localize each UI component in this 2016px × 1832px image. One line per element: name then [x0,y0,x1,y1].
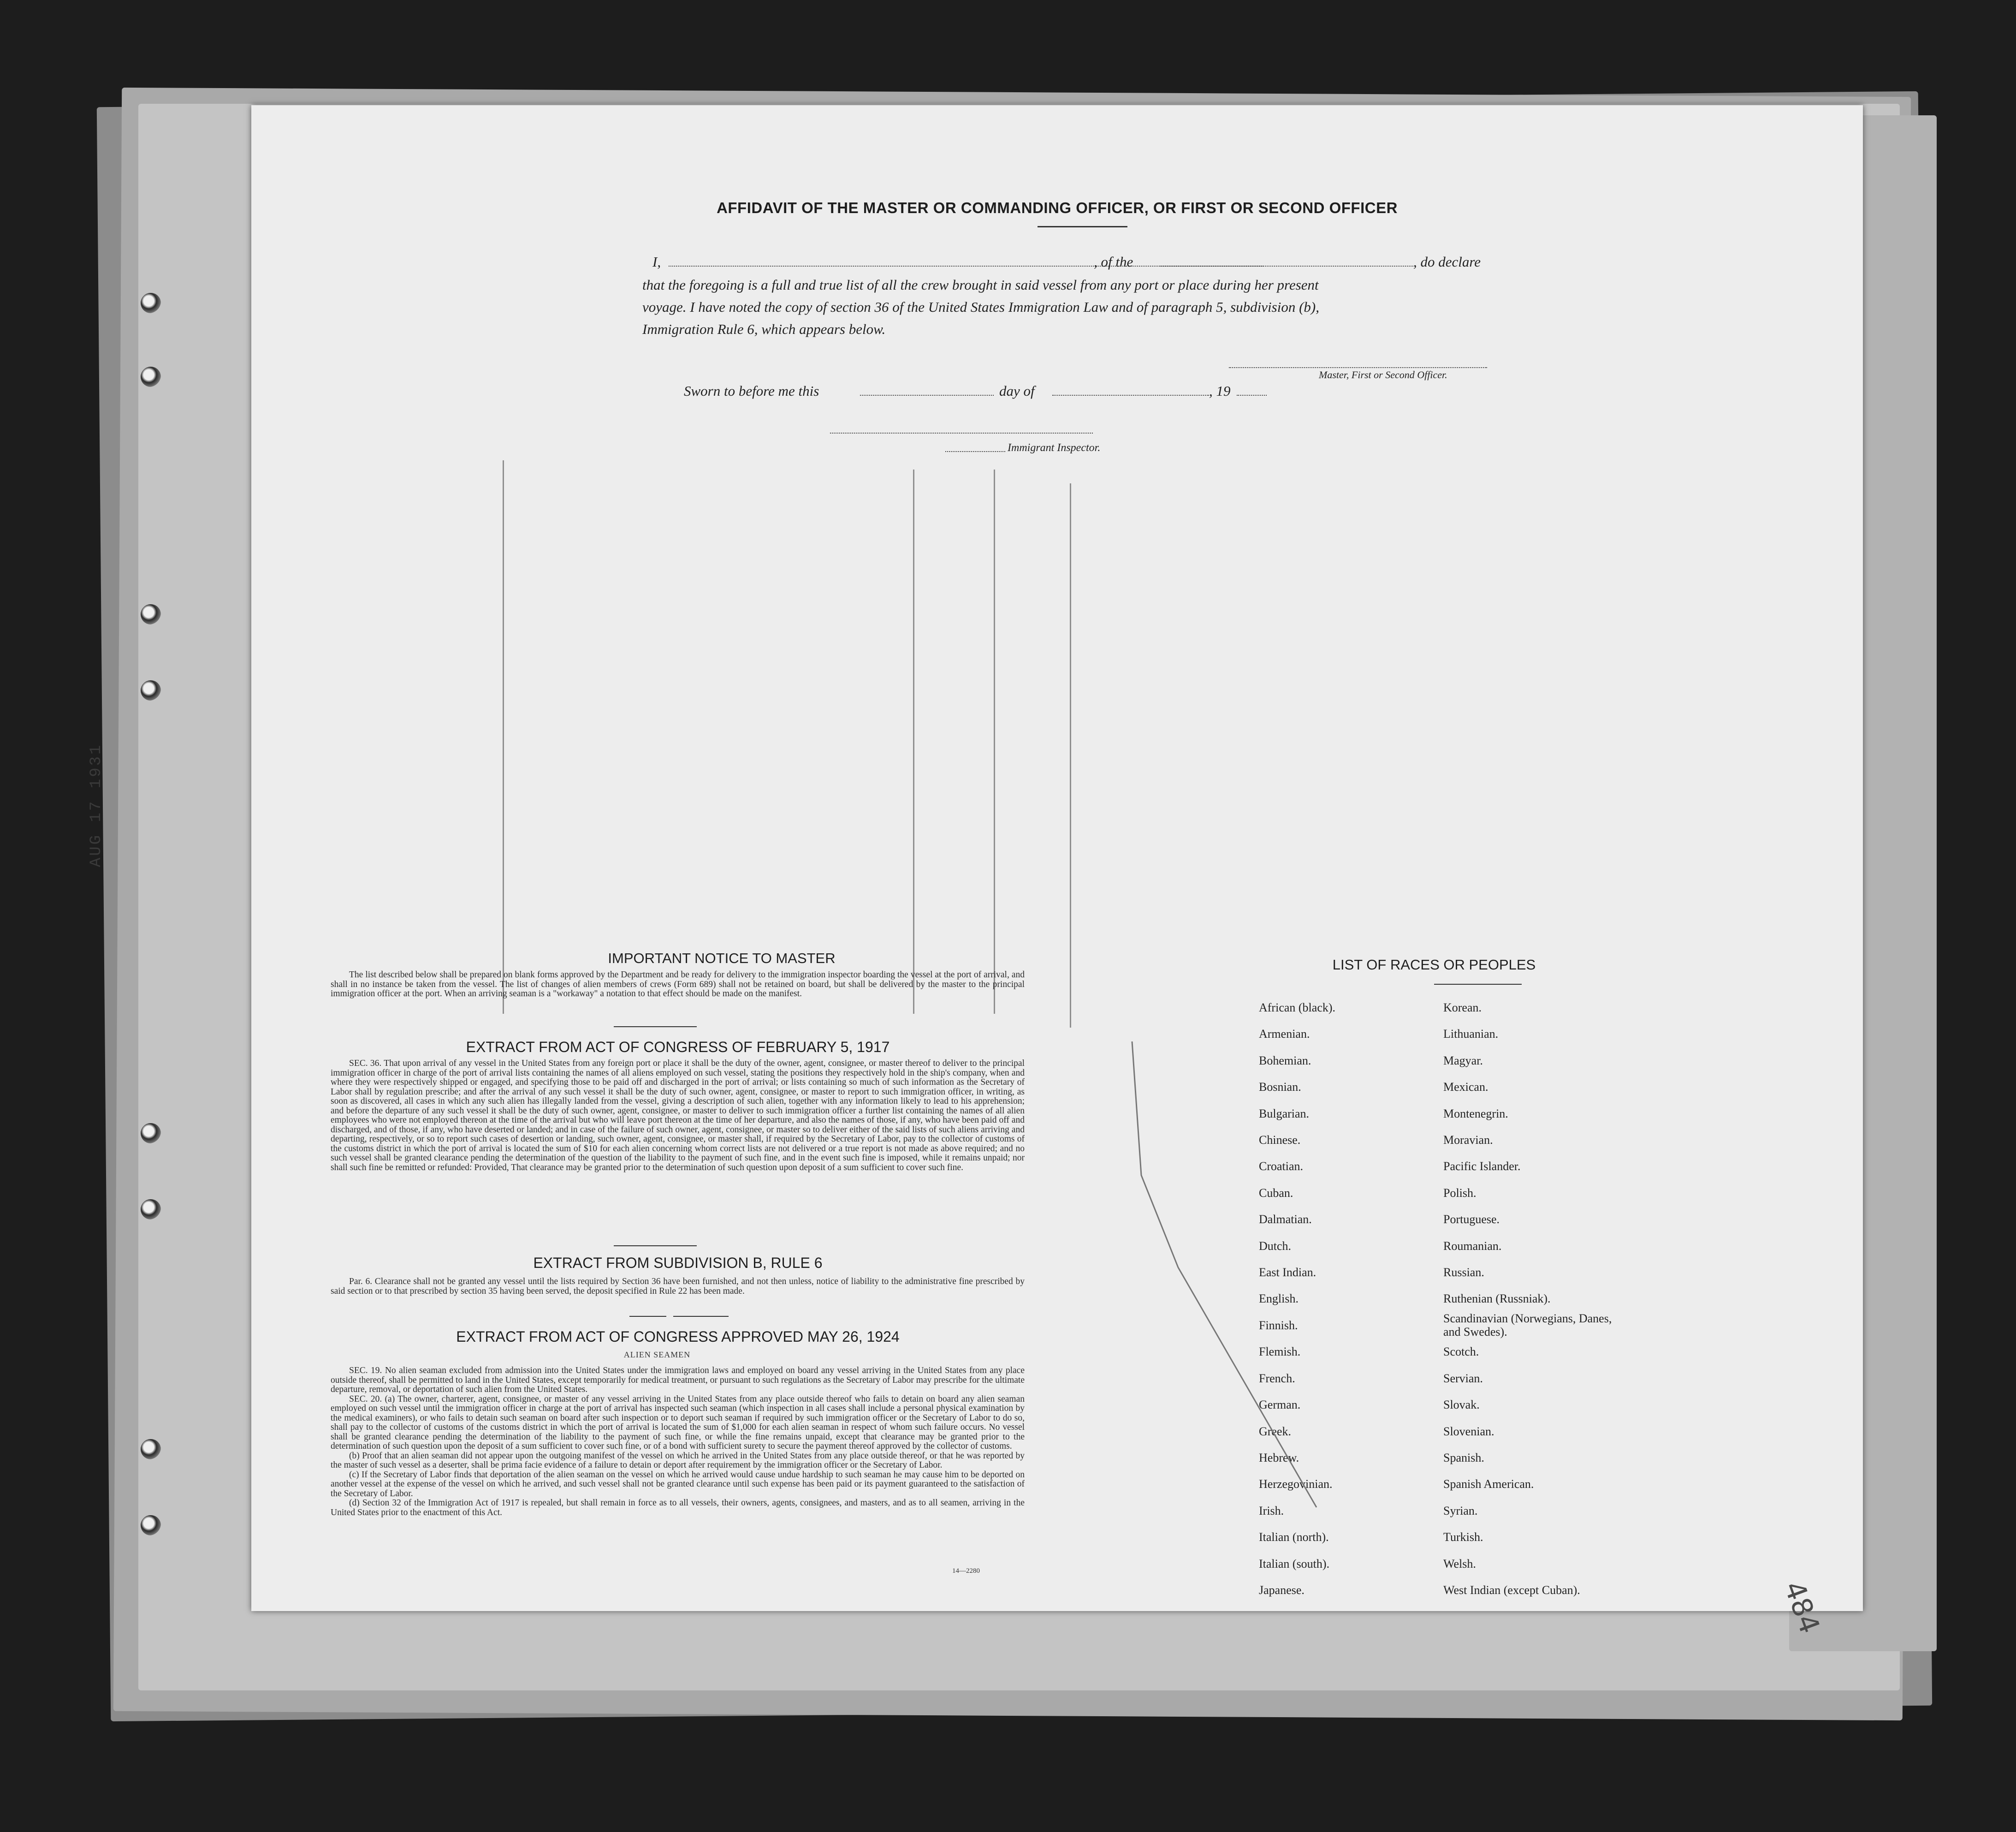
sworn-label: Sworn to before me this [684,383,819,399]
race-item: Bulgarian. [1259,1106,1310,1120]
race-item: Hebrew. [1259,1451,1299,1464]
race-item: Bosnian. [1259,1080,1301,1094]
race-item: Italian (north). [1259,1530,1329,1544]
form-page [251,105,1863,1611]
affidavit-title: AFFIDAVIT OF THE MASTER OR COMMANDING OFFICER, OR FIRST OR SECOND OFFICER [717,199,1398,216]
year-label: , 19 [1209,383,1231,399]
race-item: Mexican. [1443,1080,1488,1094]
affidavit-of-the: , of the [1094,254,1133,270]
race-item: Servian. [1443,1371,1483,1385]
affidavit-line-4: Immigration Rule 6, which appears below. [642,321,886,337]
master-signature-label: Master, First or Second Officer. [1319,369,1447,381]
race-item: Cuban. [1259,1186,1293,1200]
race-item: Polish. [1443,1186,1476,1200]
pencil-line [913,470,914,1014]
inspector-name-blank[interactable] [945,451,1005,452]
race-item: English. [1259,1292,1299,1306]
form-number: 14—2280 [952,1567,980,1575]
race-item: African (black). [1259,1001,1336,1014]
race-item: Japanese. [1259,1583,1304,1597]
extract-rule6-text: Par. 6. Clearance shall not be granted any vessel until the lists required by Section 36 have been furnished, and not then unless, notice of liability to the administrative fine prescribed by said section or to that prescribed by section 35 having been served, the deposit specified in Rule 22 has been made. [331,1277,1025,1296]
sworn-month-blank[interactable] [1052,395,1209,396]
race-item: Russian. [1443,1266,1484,1279]
binder-hole [141,1123,161,1143]
race-item: Slovak. [1443,1398,1480,1412]
race-item: Flemish. [1259,1345,1301,1359]
date-stamp: AUG 17 1931 [88,743,105,867]
affidavit-do-declare: , do declare [1413,254,1481,270]
pencil-line [994,470,995,1014]
race-item: Croatian. [1259,1160,1304,1173]
extract-rule6-title: EXTRACT FROM SUBDIVISION B, RULE 6 [533,1255,823,1271]
race-item: Herzegovinian. [1259,1477,1333,1491]
race-item: Bohemian. [1259,1053,1311,1067]
race-item: Ruthenian (Russniak). [1443,1292,1551,1306]
pencil-stroke [1123,1041,1335,1512]
vessel-name-blank[interactable] [1157,266,1413,267]
race-item: Montenegrin. [1443,1106,1508,1120]
race-item: Armenian. [1259,1027,1310,1041]
sworn-year-blank[interactable] [1237,395,1267,396]
race-item: Magyar. [1443,1053,1483,1067]
master-signature-blank[interactable] [1229,367,1487,368]
section-rule [629,1316,666,1317]
handwritten-page-number: 484 [1777,1577,1826,1638]
binder-hole [141,1199,161,1219]
extract-1924-text: SEC. 19. No alien seaman excluded from admission into the United States under the immigration laws and employed on board any vessel arriving in the United States from any place outside thereof, shall be permitted to land in the United States, except temporarily for medical treatment, or pursuant to such regulations as the Secretary of Labor may prescribe for the ultimate departure, removal, or deportation of such alien from the United States. SEC. 20. (a) The owner, charterer, agent, consignee, or master of any vessel arriving in the United States from any place outside thereof who fails to detain on board any alien seaman employed on such vessel until the immigration officer in charge at the port of arrival has inspected such seaman (which inspection in all cases shall include a personal physical examination by the medical examiners), or who fails to detain such seaman on board after such inspection or to deport such seaman if required by such immigration officer or the Secretary of Labor to do so, shall pay to the collector of customs of the customs district in which the port of arrival is located the sum of $1,000 for each alien seaman in respect of whom such failure occurs. No vessel shall be granted clearance pending the determination of the liability to the payment of such fine, or while the fine remains unpaid, except that clearance may be granted prior to the determination of such question upon the deposit of a sum sufficient to cover such fine, or of a bond with sufficient surety to secure the payment thereof approved by the collector of customs. (b) Proof that an alien seaman did not appear upon the outgoing manifest of the vessel on which he arrived in the United States from any place outside thereof, or that he was reported by the master of such vessel as a deserter, shall be prima facie evidence of a failure to detain or deport after requirement by the immigration officer or the Secretary of Labor. (c) If the Secretary of Labor finds that deportation of the alien seaman on the vessel on which he arrived would cause undue hardship to such seaman he may cause him to be deported on another vessel at the expense of the vessel on which he arrived, and such vessel shall not be granted clearance until such expense has been paid or its payment guaranteed to the satisfaction of the Secretary of Labor. (d) Section 32 of the Immigration Act of 1917 is repealed, but shall remain in force as to all vessels, their owners, agents, consignees, and masters, and as to all seamen, arriving in the United States prior to the enactment of this Act. [331,1366,1025,1517]
race-item: East Indian. [1259,1266,1316,1279]
race-item: French. [1259,1371,1295,1385]
race-item: Chinese. [1259,1133,1301,1147]
race-item: Syrian. [1443,1504,1478,1517]
race-item: Spanish American. [1443,1477,1534,1491]
race-item: Dalmatian. [1259,1213,1312,1226]
alien-seamen-subtitle: ALIEN SEAMEN [623,1350,691,1359]
race-item: Spanish. [1443,1451,1484,1464]
race-item: Pacific Islander. [1443,1160,1521,1173]
race-item: Turkish. [1443,1530,1483,1544]
race-item: Greek. [1259,1424,1292,1438]
race-item: Scandinavian (Norwegians, Danes, and Swedes). [1443,1311,1612,1338]
race-item: Portuguese. [1443,1213,1500,1226]
race-item: Welsh. [1443,1557,1476,1570]
affidavit-line-2: that the foregoing is a full and true list of all the crew brought in said vessel from any port or place during her present [642,277,1319,293]
pencil-line [1070,483,1071,1028]
extract-1917-title: EXTRACT FROM ACT OF CONGRESS OF FEBRUARY 5, 1917 [466,1039,890,1055]
binder-hole [141,1515,161,1535]
pencil-line [503,460,504,1014]
race-item: German. [1259,1398,1301,1412]
day-of-label: day of [999,383,1035,399]
notice-text: The list described below shall be prepared on blank forms approved by the Department and be ready for delivery to the immigration inspector boarding the vessel at the port of arrival, and shall in no instance be taken from the vessel. The list of changes of alien members of crews (Form 689) shall not be retained on board, but shall be delivered by the master to the principal immigration officer at the port. When an arriving seaman is a "workaway" a notation to that effect should be made on the manifest. [331,970,1025,999]
race-item: Lithuanian. [1443,1027,1499,1041]
binder-hole [141,680,161,701]
race-item: Irish. [1259,1504,1284,1517]
title-rule [1038,226,1127,227]
race-item: Finnish. [1259,1318,1298,1332]
binder-hole [141,367,161,387]
inspector-label: Immigrant Inspector. [1008,442,1101,454]
affidavit-i: I, [652,254,661,270]
inspector-signature-blank[interactable] [830,433,1093,434]
race-item: Dutch. [1259,1239,1292,1253]
race-item: Roumanian. [1443,1239,1502,1253]
race-item: Moravian. [1443,1133,1493,1147]
affidavit-line-3: voyage. I have noted the copy of section 36 of the United States Immigration Law and of paragraph 5, subdivision (b), [642,299,1319,315]
extract-1917-text: SEC. 36. That upon arrival of any vessel in the United States from any foreign port or place it shall be the duty of the owner, agent, consignee, or master thereof to deliver to the principal immigration officer in charge of the port of arrival lists containing the names of all aliens employed on such vessel, stating the positions they respectively hold in the ship's company, when and where they were respectively shipped or engaged, and specifying those to be paid off and discharged in the port of arrival; or lists containing so much of such information as the Secretary of Labor shall by regulation prescribe; and after the arrival of any such vessel it shall be the duty of such owner, agent, consignee, or master to report to such immigration officer, in writing, as soon as discovered, all cases in which any such alien has illegally landed from the vessel, giving a description of such alien, together with any information likely to lead to his apprehension; and before the departure of any such vessel it shall be the duty of such owner, agent, consignee, or master to deliver to such immigration officer a further list containing the names of all alien employees who were not employed thereon at the time of the arrival but who will leave port thereon at the time of her departure, and also the names of those, if any, who have been paid off and discharged, and of those, if any, who have deserted or landed; and in case of the failure of such owner, agent, consignee, or master so to deliver either of the said lists of such aliens arriving and departing, respectively, or so to report such cases of desertion or landing, such owner, agent, consignee, or master shall, if required by the Secretary of Labor, pay to the collector of customs of the customs district in which the port of arrival is located the sum of $10 for each alien concerning whom correct lists are not delivered or a true report is not made as above required; and no such vessel shall be granted clearance pending the determination of the question of the liability to the payment of such fine, and in the event such fine is imposed, while it remains unpaid; nor shall such fine be remitted or refunded: Provided, That clearance may be granted prior to the determination of such question upon deposit of a sum sufficient to cover such fine. [331,1059,1025,1172]
binder-hole [141,1439,161,1459]
section-rule [673,1316,729,1317]
title-rule [1434,984,1522,985]
sworn-day-blank[interactable] [860,395,994,396]
extract-1924-title: EXTRACT FROM ACT OF CONGRESS APPROVED MAY 26, 1924 [456,1328,900,1345]
race-item: Slovenian. [1443,1424,1494,1438]
race-item: Korean. [1443,1001,1482,1014]
races-column-2 [1443,994,1619,1603]
binder-hole [141,604,161,625]
section-rule [614,1245,697,1246]
notice-title: IMPORTANT NOTICE TO MASTER [608,950,836,966]
race-item: West Indian (except Cuban). [1443,1583,1580,1597]
races-title: LIST OF RACES OR PEOPLES [1332,957,1536,973]
race-item: Italian (south). [1259,1557,1330,1570]
race-item: Scotch. [1443,1345,1479,1359]
section-rule [614,1026,697,1027]
binder-hole [141,293,161,313]
